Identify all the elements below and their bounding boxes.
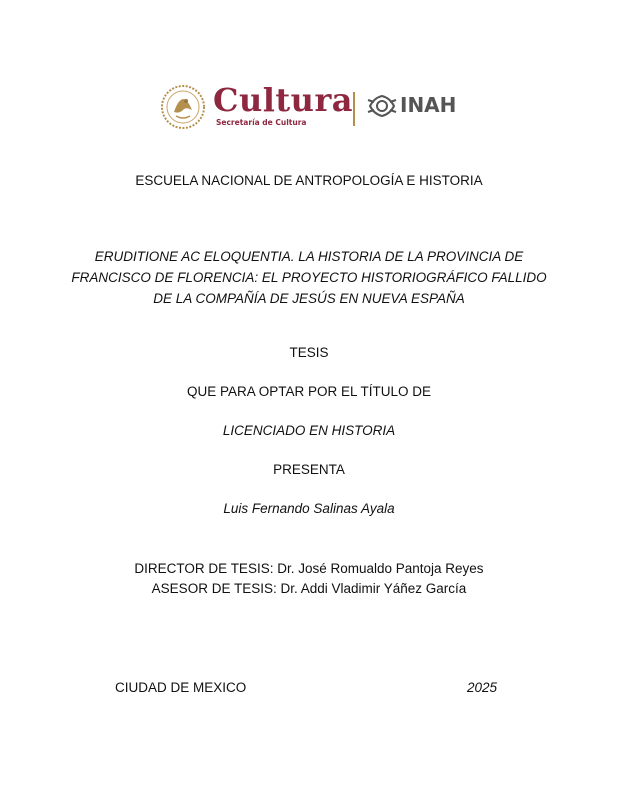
cultura-logo-text: Cultura bbox=[213, 81, 354, 119]
degree-intro: QUE PARA OPTAR POR EL TÍTULO DE bbox=[186, 384, 432, 399]
logo-header bbox=[0, 82, 618, 132]
cultura-logo-subtitle: Secretaría de Cultura bbox=[216, 118, 307, 127]
school-name: ESCUELA NACIONAL DE ANTROPOLOGÍA E HISTORIA bbox=[135, 173, 483, 188]
thesis-label: TESIS bbox=[289, 345, 329, 360]
degree-name: LICENCIADO EN HISTORIA bbox=[222, 423, 396, 438]
mexico-seal-icon bbox=[160, 84, 206, 130]
city-name: CIUDAD DE MEXICO bbox=[115, 680, 247, 695]
thesis-director: DIRECTOR DE TESIS: Dr. José Romualdo Pantoja Reyes bbox=[134, 561, 484, 576]
inah-emblem-icon bbox=[366, 92, 398, 120]
thesis-advisor: ASESOR DE TESIS: Dr. Addi Vladimir Yáñez García bbox=[151, 581, 467, 596]
presents-label: PRESENTA bbox=[273, 462, 345, 477]
thesis-title-line-2: FRANCISCO DE FLORENCIA: EL PROYECTO HISTORIOGRÁFICO FALLIDO bbox=[71, 270, 547, 285]
thesis-title-line-1: ERUDITIONE AC ELOQUENTIA. LA HISTORIA DE LA PROVINCIA DE bbox=[94, 249, 524, 264]
thesis-title-line-3: DE LA COMPAÑÍA DE JESÚS EN NUEVA ESPAÑA bbox=[153, 291, 465, 306]
inah-logo-text: INAH bbox=[400, 93, 457, 117]
year: 2025 bbox=[467, 680, 498, 695]
author-name: Luis Fernando Salinas Ayala bbox=[223, 501, 395, 516]
logo-divider bbox=[353, 92, 355, 126]
